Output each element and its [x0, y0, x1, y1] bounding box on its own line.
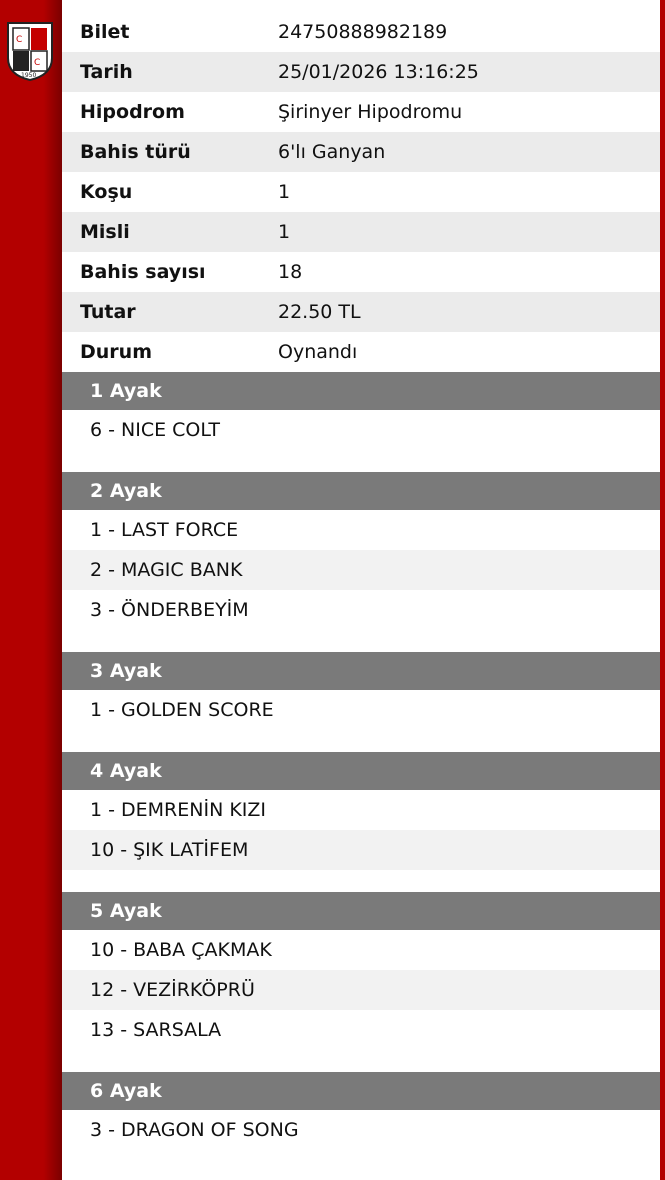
horse-selection: 2 - MAGIC BANK [62, 550, 660, 590]
info-label: Durum [80, 341, 152, 363]
info-label: Koşu [80, 181, 133, 203]
info-label: Tutar [80, 301, 136, 323]
leg-header: 4 Ayak [62, 752, 660, 790]
svg-text:C: C [34, 58, 41, 68]
horse-selection: 1 - LAST FORCE [90, 519, 239, 541]
logo-year: 1950 [21, 72, 37, 79]
info-value: 6'lı Ganyan [278, 141, 386, 163]
horse-selection: 13 - SARSALA [90, 1019, 222, 1041]
leg-header: 2 Ayak [62, 472, 660, 510]
horse-selection: 1 - GOLDEN SCORE [90, 699, 274, 721]
leg-header: 1 Ayak [62, 372, 660, 410]
leg-header: 5 Ayak [62, 892, 660, 930]
leg-header: 3 Ayak [62, 652, 660, 690]
legs-list [62, 372, 660, 1172]
svg-text:C: C [16, 35, 23, 45]
info-label: Bilet [80, 21, 130, 43]
info-value: 1 [278, 221, 291, 243]
horse-selection: 10 - BABA ÇAKMAK [90, 939, 272, 961]
horse-selection: 1 - DEMRENİN KIZI [90, 799, 267, 821]
leg-spacer [62, 1050, 660, 1072]
info-label: Misli [80, 221, 130, 243]
ticket-info-row [62, 132, 660, 172]
ticket-info-row [62, 12, 660, 52]
info-value: 1 [278, 181, 291, 203]
ticket-info-row [62, 332, 660, 372]
club-shield-logo-icon [5, 20, 55, 82]
leg-spacer [62, 1150, 660, 1172]
leg-spacer [62, 450, 660, 472]
leg-spacer [62, 730, 660, 752]
ticket-info-row [62, 92, 660, 132]
leg-spacer [62, 870, 660, 892]
info-value: 25/01/2026 13:16:25 [278, 61, 479, 83]
ticket-info-row [62, 252, 660, 292]
left-brand-bar [0, 0, 62, 1180]
leg-header: 6 Ayak [62, 1072, 660, 1110]
info-value: 24750888982189 [278, 21, 448, 43]
info-value: 18 [278, 261, 303, 283]
horse-selection: 3 - ÖNDERBEYİM [90, 599, 249, 621]
info-value: 22.50 TL [278, 301, 361, 323]
info-label: Bahis sayısı [80, 261, 206, 283]
leg-spacer [62, 630, 660, 652]
right-brand-bar [660, 0, 665, 1180]
horse-selection: 6 - NICE COLT [90, 419, 220, 441]
ticket-info-row [62, 52, 660, 92]
ticket-info-row [62, 212, 660, 252]
ticket-content [62, 12, 660, 1172]
ticket-info-table [62, 12, 660, 372]
horse-selection: 3 - DRAGON OF SONG [90, 1119, 299, 1141]
info-label: Hipodrom [80, 101, 185, 123]
horse-selection: 10 - ŞIK LATİFEM [62, 830, 660, 870]
ticket-info-row [62, 292, 660, 332]
info-label: Tarih [80, 61, 133, 83]
info-value: Oynandı [278, 341, 358, 363]
info-label: Bahis türü [80, 141, 191, 163]
info-value: Şirinyer Hipodromu [278, 101, 463, 123]
ticket-info-row [62, 172, 660, 212]
horse-selection: 12 - VEZİRKÖPRÜ [62, 970, 660, 1010]
